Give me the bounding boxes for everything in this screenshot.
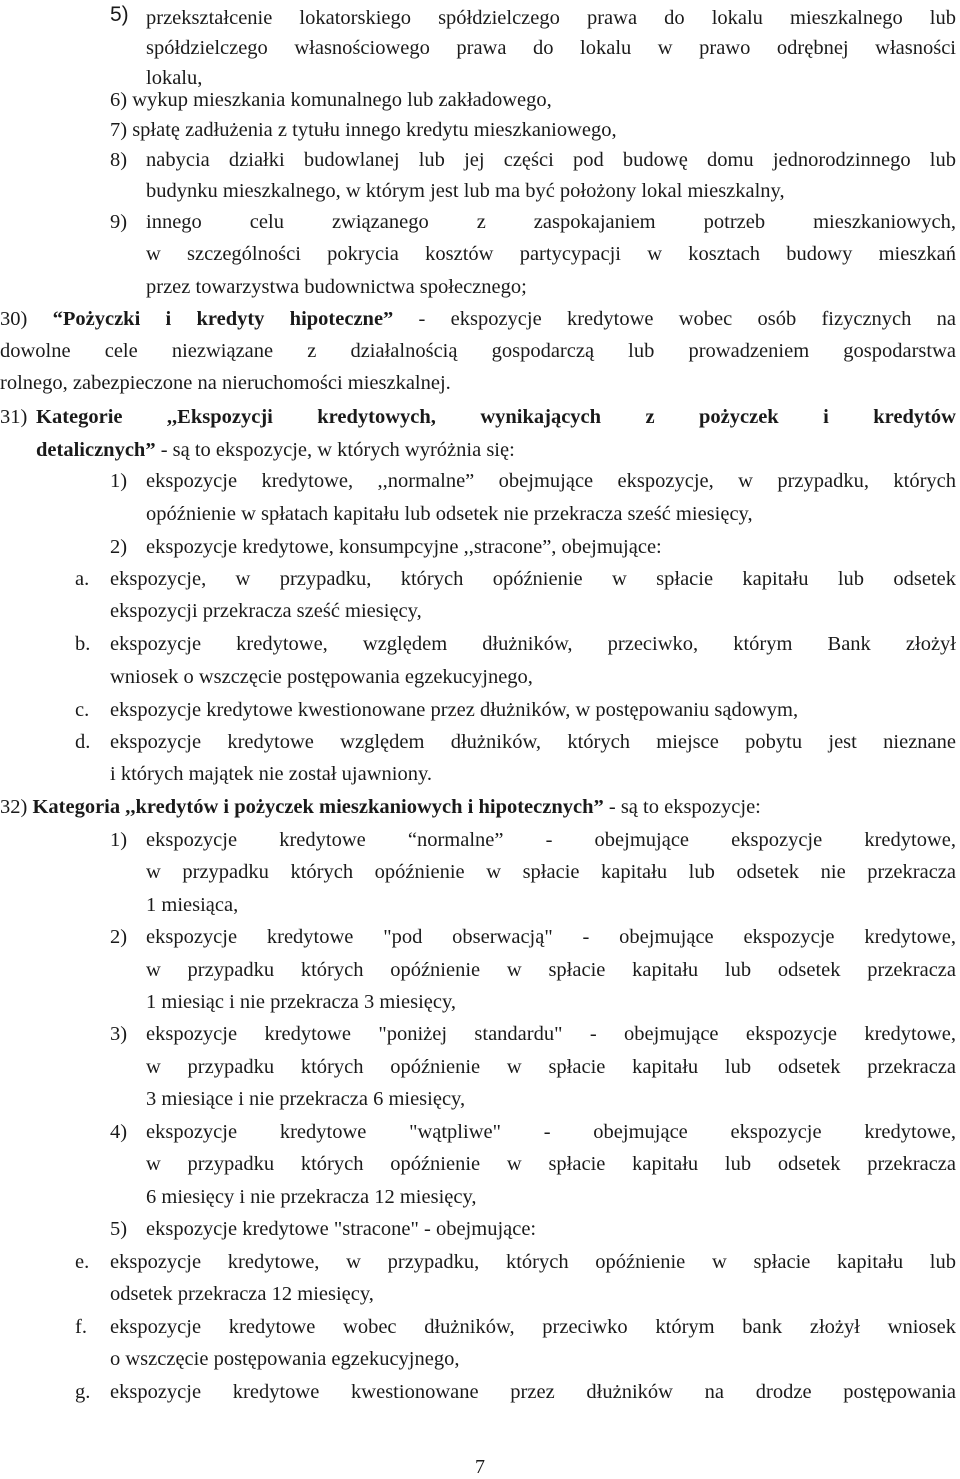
item-5-line-1: przekształcenie lokatorskiego spółdzielczego prawa do lokalu mieszkalnego lub	[146, 7, 956, 29]
def-32-s1-marker: 1)	[110, 829, 128, 851]
def-31-sub1-line-1: ekspozycje kredytowe, ,,normalne” obejmujące ekspozycje, w przypadku, których	[146, 470, 956, 492]
item-6: 6) wykup mieszkania komunalnego lub zakładowego,	[110, 89, 552, 111]
def-31-sub1-marker: 1)	[110, 470, 128, 492]
def-31-sub2-marker: 2)	[110, 536, 128, 558]
def-32-s4-marker: 4)	[110, 1121, 128, 1143]
def-32-f-line-2: o wszczęcie postępowania egzekucyjnego,	[110, 1348, 460, 1370]
def-32-s2-line-2: w przypadku których opóźnienie w spłacie kapitału lub odsetek przekracza	[146, 959, 956, 981]
item-8-line-2: budynku mieszkalnego, w którym jest lub ma być położony lokal mieszkalny,	[146, 180, 785, 202]
def-32-s3-line-3: 3 miesiące i nie przekracza 6 miesięcy,	[146, 1088, 466, 1110]
def-32-s3-line-2: w przypadku których opóźnienie w spłacie kapitału lub odsetek przekracza	[146, 1056, 956, 1078]
def-32-s2-line-1: ekspozycje kredytowe "pod obserwacją" - obejmujące ekspozycje kredytowe,	[146, 926, 956, 948]
def-30-number: 30)	[0, 308, 28, 330]
def-31-c-marker: c.	[75, 699, 90, 721]
def-31-c-line-1: ekspozycje kredytowe kwestionowane przez dłużników, w postępowaniu sądowym,	[110, 699, 799, 721]
def-32-f-line-1: ekspozycje kredytowe wobec dłużników, przeciwko którym bank złożył wniosek	[110, 1316, 956, 1338]
item-5-line-3: lokalu,	[146, 67, 203, 89]
def-32-s4-line-1: ekspozycje kredytowe "wątpliwe" - obejmujące ekspozycje kredytowe,	[146, 1121, 956, 1143]
def-32-line-1	[0, 795, 761, 819]
item-8-line-1: nabycia działki budowlanej lub jej części pod budowę domu jednorodzinnego lub	[146, 149, 956, 171]
def-30-line-2: dowolne cele niezwiązane z działalnością gospodarczą lub prowadzeniem gospodarstwa	[0, 340, 956, 362]
def-31-term: Kategorie ,,Ekspozycji kredytowych, wynikających z pożyczek i kredytów	[36, 406, 956, 428]
item-9-line-3: przez towarzystwa budownictwa społecznego;	[146, 276, 527, 298]
def-31-a-line-2: ekspozycji przekracza sześć miesięcy,	[110, 600, 422, 622]
def-32-s5-line-1: ekspozycje kredytowe "stracone" - obejmujące:	[146, 1218, 537, 1240]
def-32-s3-line-1: ekspozycje kredytowe "poniżej standardu" - obejmujące ekspozycje kredytowe,	[146, 1023, 956, 1045]
def-30-line-3: rolnego, zabezpieczone na nieruchomości mieszkalnej.	[0, 372, 451, 394]
def-31-number: 31)	[0, 406, 28, 428]
def-32-s4-line-2: w przypadku których opóźnienie w spłacie kapitału lub odsetek przekracza	[146, 1153, 956, 1175]
item-5-line-2: spółdzielczego własnościowego prawa do lokalu w prawo odrębnej własności	[146, 37, 956, 59]
item-5-marker: 5)	[110, 3, 129, 26]
def-31-b-line-2: wniosek o wszczęcie postępowania egzekucyjnego,	[110, 666, 533, 688]
item-9-line-1: innego celu związanego z zaspokajaniem potrzeb mieszkaniowych,	[146, 211, 956, 233]
def-32-s2-line-3: 1 miesiąc i nie przekracza 3 miesięcy,	[146, 991, 457, 1013]
def-32-term: Kategoria ,,kredytów i pożyczek mieszkaniowych i hipotecznych”	[32, 796, 604, 818]
def-32-s1-line-1: ekspozycje kredytowe “normalne” - obejmujące ekspozycje kredytowe,	[146, 829, 956, 851]
def-32-s3-marker: 3)	[110, 1023, 128, 1045]
def-31-line-2	[36, 438, 515, 462]
def-31-d-line-1: ekspozycje kredytowe względem dłużników, których miejsce pobytu jest nieznane	[110, 731, 956, 753]
def-32-number: 32)	[0, 796, 28, 818]
page-number: 7	[475, 1456, 485, 1478]
def-32-g-marker: g.	[75, 1381, 91, 1403]
def-31-b-line-1: ekspozycje kredytowe, względem dłużników, przeciwko, którym Bank złożył	[110, 633, 956, 655]
def-32-e-marker: e.	[75, 1251, 90, 1273]
def-32-rest: - są to ekspozycje:	[603, 796, 761, 818]
def-32-e-line-1: ekspozycje kredytowe, w przypadku, których opóźnienie w spłacie kapitału lub	[110, 1251, 956, 1273]
def-31-sub1-line-2: opóźnienie w spłatach kapitału lub odsetek nie przekracza sześć miesięcy,	[146, 503, 753, 525]
def-31-d-line-2: i których majątek nie został ujawniony.	[110, 763, 433, 785]
def-31-term-end: detalicznych”	[36, 439, 156, 461]
def-31-a-marker: a.	[75, 568, 90, 590]
def-32-s4-line-3: 6 miesięcy i nie przekracza 12 miesięcy,	[146, 1186, 477, 1208]
item-9-line-2: w szczególności pokrycia kosztów partycypacji w kosztach budowy mieszkań	[146, 243, 956, 265]
def-31-d-marker: d.	[75, 731, 91, 753]
def-31-rest: - są to ekspozycje, w których wyróżnia się:	[155, 439, 515, 461]
def-32-s1-line-3: 1 miesiąca,	[146, 894, 239, 916]
item-9-marker: 9)	[110, 211, 128, 233]
def-32-s1-line-2: w przypadku których opóźnienie w spłacie kapitału lub odsetek nie przekracza	[146, 861, 956, 883]
def-30-rest: - ekspozycje kredytowe wobec osób fizycznych na	[393, 308, 956, 330]
def-31-sub2-line-1: ekspozycje kredytowe, konsumpcyjne ,,stracone”, obejmujące:	[146, 536, 662, 558]
def-32-s5-marker: 5)	[110, 1218, 128, 1240]
def-32-f-marker: f.	[75, 1316, 87, 1338]
def-32-e-line-2: odsetek przekracza 12 miesięcy,	[110, 1283, 374, 1305]
def-31-a-line-1: ekspozycje, w przypadku, których opóźnienie w spłacie kapitału lub odsetek	[110, 568, 956, 590]
def-32-s2-marker: 2)	[110, 926, 128, 948]
def-32-g-line-1: ekspozycje kredytowe kwestionowane przez dłużników na drodze postępowania	[110, 1381, 956, 1403]
item-8-marker: 8)	[110, 149, 128, 171]
def-30-term: “Pożyczki i kredyty hipoteczne”	[52, 308, 394, 330]
def-30-line-1	[0, 307, 956, 331]
def-31-b-marker: b.	[75, 633, 91, 655]
item-7: 7) spłatę zadłużenia z tytułu innego kredytu mieszkaniowego,	[110, 119, 617, 141]
def-31-term-line-1	[36, 405, 956, 429]
